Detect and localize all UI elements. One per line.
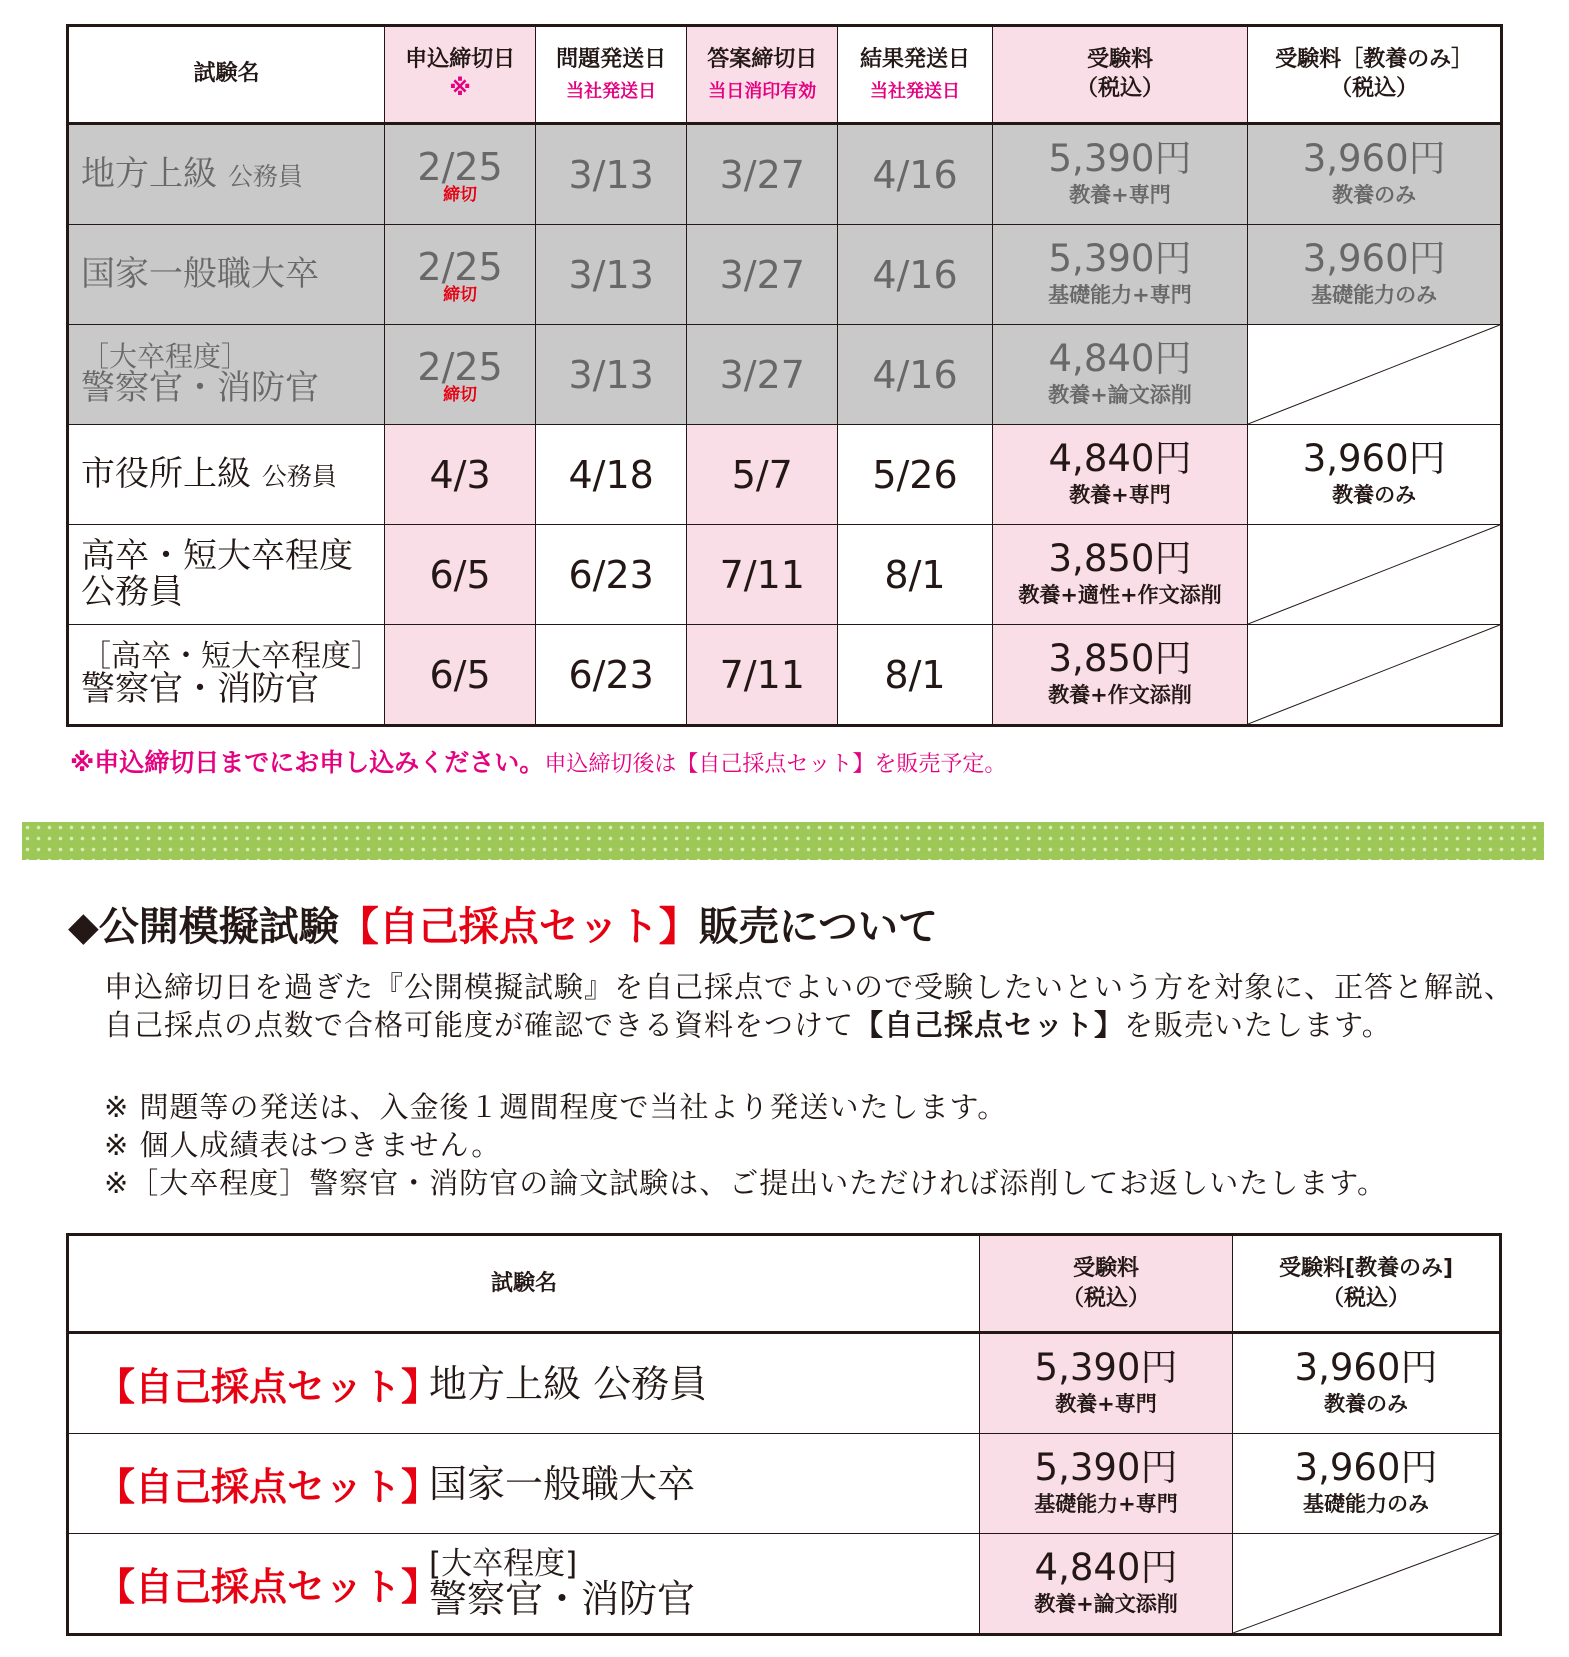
closed-label: 締切 [443,185,478,205]
fee-general-only: 3,960円 教養のみ [1233,1333,1501,1434]
send-date: 3/13 [536,325,687,425]
header-answer-deadline: 答案締切日 当日消印有効 [687,26,838,124]
table-row [68,325,1502,425]
header-result-date: 結果発送日 当社発送日 [838,26,992,124]
note-item: ※ 問題等の発送は、入金後１週間程度で当社より発送いたします。 [104,1090,1008,1124]
fee-general-only-na [1248,325,1502,425]
answer-deadline: 3/27 [687,325,838,425]
table-row [68,1534,1501,1635]
section-notes [104,1088,1387,1202]
apply-deadline: 6/5 [385,525,536,625]
not-applicable-slash [1248,525,1500,624]
exam-name: 地方上級 公務員 [68,124,385,225]
exam-name: 【自己採点セット】 [大卒程度] 警察官・消防官 [68,1534,980,1635]
table-row [68,1434,1501,1534]
result-date: 4/16 [838,325,992,425]
application-note: ※申込締切日までにお申し込みください。申込締切後は【自己採点セット】を販売予定。 [70,748,1007,777]
exam-name: 市役所上級 公務員 [68,425,385,525]
fee: 4,840円 教養+専門 [992,425,1248,525]
fee: 4,840円 教養+論文添削 [980,1534,1233,1635]
section-paragraph: 申込締切日を過ぎた『公開模擬試験』を自己採点でよいので受験したいという方を対象に、正答と解説、自己採点の点数で合格可能度が確認できる資料をつけて【自己採点セット】を販売いたします。 [104,970,1515,1042]
answer-deadline: 7/11 [687,525,838,625]
table-row [68,1333,1501,1434]
apply-deadline: 6/5 [385,625,536,726]
result-date: 8/1 [838,525,992,625]
result-date: 4/16 [838,124,992,225]
fee: 4,840円 教養+論文添削 [992,325,1248,425]
dotted-divider-band [22,822,1544,860]
exam-name: 国家一般職大卒 [68,225,385,325]
fee-general-only: 3,960円 基礎能力のみ [1233,1434,1501,1534]
fee: 5,390円 教養+専門 [992,124,1248,225]
not-applicable-slash [1233,1534,1499,1633]
section-heading: ◆公開模擬試験【自己採点セット】販売について [68,904,938,950]
self-scoring-set-tag: 【自己採点セット】 [97,1365,440,1409]
exam-schedule-table [66,24,1503,727]
send-date: 6/23 [536,525,687,625]
fee: 3,850円 教養+適性+作文添削 [992,525,1248,625]
exam-name: ［高卒・短大卒程度］ 警察官・消防官 [68,625,385,726]
header-send-date: 問題発送日 当社発送日 [536,26,687,124]
self-scoring-set-table [66,1233,1502,1636]
header-fee: 受験料 （税込） [980,1235,1233,1333]
fee-general-only-na [1248,625,1502,726]
result-date: 8/1 [838,625,992,726]
fee-general-only: 3,960円 基礎能力のみ [1248,225,1502,325]
result-date: 5/26 [838,425,992,525]
header-fee-general-only: 受験料[教養のみ] （税込） [1233,1235,1501,1333]
note-item: ※［大卒程度］警察官・消防官の論文試験は、ご提出いただければ添削してお返しいたします。 [104,1166,1387,1200]
answer-deadline: 5/7 [687,425,838,525]
header-apply-mark: ※ [449,75,471,101]
answer-deadline: 3/27 [687,225,838,325]
fee: 5,390円 基礎能力+専門 [992,225,1248,325]
self-scoring-set-tag: 【自己採点セット】 [97,1465,440,1509]
table-row [68,625,1502,726]
send-date: 4/18 [536,425,687,525]
table-row [68,425,1502,525]
not-applicable-slash [1248,325,1500,424]
exam-name: 【自己採点セット】国家一般職大卒 [68,1434,980,1534]
fee-general-only-na [1233,1534,1501,1635]
apply-deadline: 2/25 締切 [385,225,536,325]
exam-name: 【自己採点セット】地方上級 公務員 [68,1333,980,1434]
answer-deadline: 7/11 [687,625,838,726]
header-apply-deadline: 申込締切日 ※ [385,26,536,124]
exam-name: ［大卒程度］ 警察官・消防官 [68,325,385,425]
fee-general-only-na [1248,525,1502,625]
table-row [68,124,1502,225]
apply-deadline: 2/25 締切 [385,325,536,425]
table-header-row [68,26,1502,124]
apply-deadline: 2/25 締切 [385,124,536,225]
fee-general-only: 3,960円 教養のみ [1248,124,1502,225]
self-scoring-set-tag: 【自己採点セット】 [97,1565,440,1609]
fee-general-only: 3,960円 教養のみ [1248,425,1502,525]
header-fee: 受験料 （税込） [992,26,1248,124]
header-fee-general-only: 受験料［教養のみ］ （税込） [1248,26,1502,124]
apply-deadline: 4/3 [385,425,536,525]
table-row [68,225,1502,325]
result-date: 4/16 [838,225,992,325]
header-exam-name: 試験名 [68,26,385,124]
table-header-row [68,1235,1501,1333]
not-applicable-slash [1248,625,1500,724]
fee: 3,850円 教養+作文添削 [992,625,1248,726]
note-item: ※ 個人成績表はつきません。 [104,1128,502,1162]
closed-label: 締切 [443,285,478,305]
table-row [68,525,1502,625]
send-date: 3/13 [536,225,687,325]
fee: 5,390円 基礎能力+専門 [980,1434,1233,1534]
send-date: 6/23 [536,625,687,726]
send-date: 3/13 [536,124,687,225]
fee: 5,390円 教養+専門 [980,1333,1233,1434]
answer-deadline: 3/27 [687,124,838,225]
header-exam-name: 試験名 [68,1235,980,1333]
closed-label: 締切 [443,385,478,405]
exam-name: 高卒・短大卒程度 公務員 [68,525,385,625]
